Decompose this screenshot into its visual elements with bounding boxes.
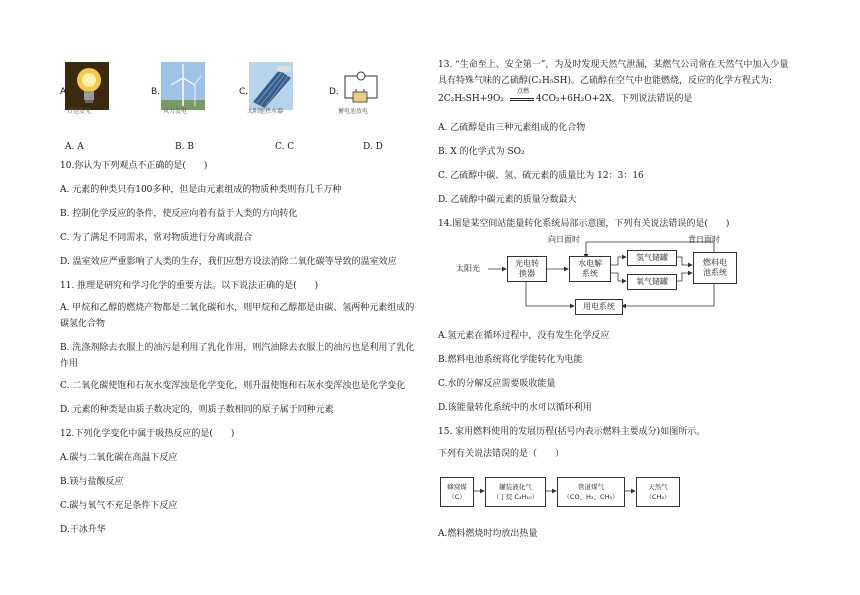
- diagram-o2-tank: 氧气储罐: [627, 274, 677, 290]
- fuel-lpg-formula: （丁烷 C₄H₁₀）: [492, 493, 539, 501]
- picture-a-caption: 灯泡发光: [67, 108, 92, 115]
- q13-eq-left: 2C₂H₅SH+9O₂: [438, 94, 504, 104]
- q13-option-c: C. 乙硫醇中碳、氢、硫元素的质量比为 12：3：16: [438, 171, 644, 181]
- diagram-shade-side: 背日面时: [688, 235, 720, 244]
- diagram-electrolysis: 水电解 系统: [569, 256, 611, 282]
- picture-b-letter: B．: [151, 87, 167, 97]
- q11-option-b-cont: 作用: [60, 359, 79, 369]
- q13-eq-right: 4CO₂+6H₂O+2X。下列说法错误的是: [536, 94, 693, 104]
- q9-option-c: C. C: [275, 142, 295, 152]
- q14-option-d: D.该能量转化系统中的水可以循环利用: [438, 403, 592, 413]
- fuel-coal-gas-formula: （CO、H₂、CH₄）: [563, 493, 619, 501]
- diagram-fuel-cell: 燃料电 池系统: [693, 252, 737, 284]
- q11-option-c: C. 二氧化碳使饱和石灰水变浑浊是化学变化，则升温使饱和石灰水变浑浊也是化学变化: [60, 381, 406, 391]
- q11-option-d: D. 元素的种类是由质子数决定的，则质子数相同的原子属于同种元素: [60, 405, 334, 415]
- q13-line1: 13. “生命至上、安全第一”，为及时发现天然气泄漏，某燃气公司常在天然气中加入少量: [438, 60, 789, 70]
- diagram-pv-converter: 光电转 换器: [507, 256, 547, 282]
- q11-option-b: B. 洗涤剂除去衣服上的油污是利用了乳化作用，则汽油除去衣服上的油污也是利用了乳化: [60, 343, 415, 353]
- q14-option-a: A.氢元素在循环过程中，没有发生化学反应: [438, 331, 610, 341]
- picture-a-letter: A．: [60, 87, 76, 97]
- q15-sub: 下列有关说法错误的是（ ）: [438, 449, 565, 459]
- picture-c-caption: 太阳能热水器: [247, 108, 284, 115]
- q13-line2: 具有特殊气味的乙硫醇(C₂H₅SH)。乙硫醇在空气中也能燃烧，反应的化学方程式为:: [438, 76, 773, 86]
- q11-option-a: A. 甲烷和乙醇的燃烧产物都是二氧化碳和水，则甲烷和乙醇都是由碳、氢两种元素组成的: [60, 303, 415, 313]
- fuel-natural-gas-formula: （CH₄）: [645, 493, 671, 501]
- q9-option-d: D. D: [363, 142, 383, 152]
- q11-option-a-cont: 碳氢化合物: [60, 319, 106, 329]
- diagram-sunlight: 太阳光: [456, 264, 480, 273]
- q12-stem: 12.下列化学变化中属于吸热反应的是( ): [60, 429, 235, 439]
- fuel-coal-gas: [557, 477, 625, 507]
- picture-d: [339, 62, 383, 110]
- picture-b-caption: 风力发电: [163, 108, 188, 115]
- picture-c-letter: C．: [239, 87, 255, 97]
- q12-option-a: A.碳与二氧化碳在高温下反应: [60, 453, 178, 463]
- q14-stem: 14.图是某空间站能量转化系统局部示意图，下列有关说法错误的是( ): [438, 219, 730, 229]
- fuel-natural-gas: [636, 477, 680, 507]
- q13-eq-arrow: [510, 98, 534, 99]
- q10-option-b: B. 控制化学反应的条件，使反应向着有益于人类的方向转化: [60, 209, 298, 219]
- q13-eq-arrow-2: [510, 100, 534, 101]
- q15-stem: 15. 家用燃料使用的发展历程(括号内表示燃料主要成分)如图所示。: [438, 427, 706, 437]
- q9-option-a: A. A: [65, 142, 84, 152]
- q10-option-d: D. 温室效应严重影响了人类的生存，我们应想方设法消除二氧化碳等导致的温室效应: [60, 257, 397, 267]
- q15-option-a: A.燃料燃烧时均放出热量: [438, 529, 538, 539]
- q13-option-a: A. 乙硫醇是由三种元素组成的化合物: [438, 123, 586, 133]
- fuel-coal-name: 蜂窝煤: [447, 483, 467, 491]
- fuel-coal-gas-name: 管道煤气: [578, 483, 604, 491]
- fuel-history-diagram: [438, 473, 738, 513]
- energy-diagram: [456, 235, 756, 318]
- q13-option-b: B. X 的化学式为 SO₂: [438, 147, 525, 157]
- q9-option-b: B. B: [175, 142, 194, 152]
- fuel-coal-formula: （C）: [448, 493, 466, 501]
- solar-heater-icon: [249, 62, 293, 110]
- diagram-h2-tank: 氢气储罐: [627, 250, 677, 266]
- battery-circuit-icon: [339, 62, 383, 110]
- fuel-natural-gas-name: 天然气: [648, 483, 668, 491]
- q13-option-d: D. 乙硫醇中碳元素的质量分数最大: [438, 195, 577, 205]
- q14-option-b: B.燃料电池系统将化学能转化为电能: [438, 355, 583, 365]
- wind-turbine-icon: [161, 62, 205, 110]
- fuel-coal: [440, 477, 474, 507]
- q11-stem: 11. 推理是研究和学习化学的重要方法。以下说法正确的是( ): [60, 281, 319, 291]
- diagram-sunny-side: 向日面时: [548, 235, 580, 244]
- picture-d-caption: 蓄电池放电: [338, 108, 369, 115]
- diagram-power-system: 用电系统: [575, 299, 623, 315]
- q10-stem: 10.你认为下列观点不正确的是( ): [60, 161, 208, 171]
- picture-c: [249, 62, 293, 110]
- q13-eq-condition: 点燃: [517, 88, 530, 95]
- q12-option-c: C.碳与氧气不充足条件下反应: [60, 501, 178, 511]
- fuel-lpg: [485, 477, 546, 507]
- picture-d-letter: D．: [329, 87, 345, 97]
- picture-b: [161, 62, 205, 110]
- fuel-lpg-name: 罐装液化气: [499, 483, 532, 491]
- q12-option-b: B.镁与盐酸反应: [60, 477, 124, 487]
- q12-option-d: D.干冰升华: [60, 525, 106, 535]
- q10-option-c: C. 为了满足不同需求，常对物质进行分离或混合: [60, 233, 253, 243]
- q10-option-a: A. 元素的种类只有100多种，但是由元素组成的物质种类则有几千万种: [60, 185, 342, 195]
- q14-option-c: C.水的分解反应需要吸收能量: [438, 379, 556, 389]
